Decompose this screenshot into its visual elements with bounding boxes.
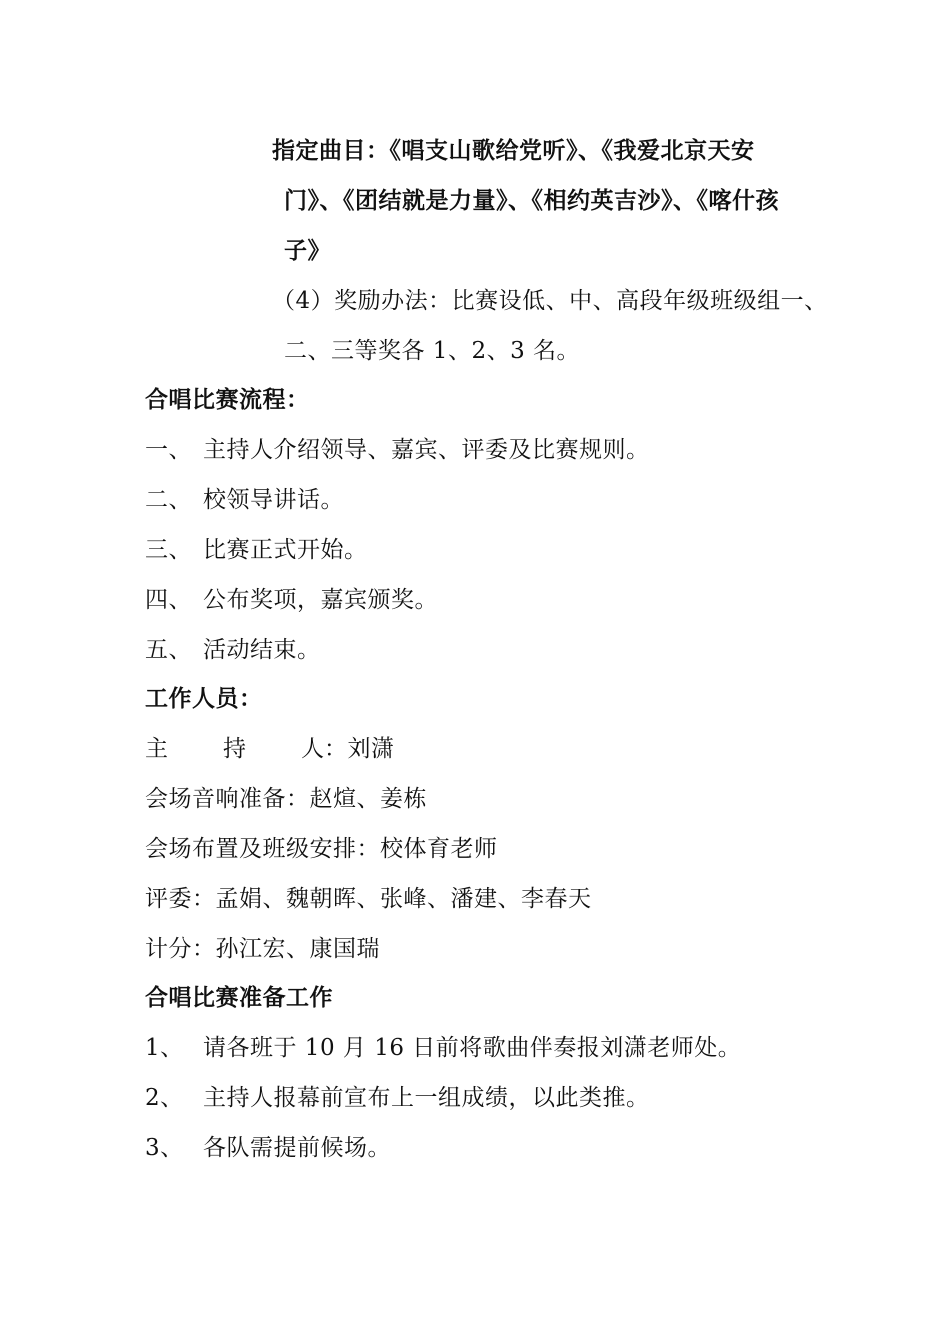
flow-item-number: 四、 — [145, 587, 192, 613]
host-value: ：刘潇 — [324, 736, 395, 762]
flow-item — [145, 535, 368, 565]
flow-item-number: 二、 — [145, 487, 192, 513]
prep-item-text: 各队需提前候场。 — [203, 1135, 391, 1161]
prep-item-number: 2、 — [145, 1085, 184, 1111]
flow-item-text: 校领导讲话。 — [203, 487, 344, 513]
host-key-char: 人 — [301, 736, 324, 762]
prep-item-number: 1、 — [145, 1035, 184, 1061]
assigned-songs-line-2: 门》、《团结就是力量》、《相约英吉沙》、《喀什孩 — [284, 187, 779, 214]
assigned-songs-line-3: 子》 — [284, 237, 331, 264]
assigned-songs-line-1: 指定曲目：《唱支山歌给党听》、《我爱北京天安 — [272, 137, 755, 164]
flow-item — [145, 635, 321, 665]
flow-item — [145, 485, 344, 515]
staff-judges-line: 评委：孟娟、魏朝晖、张峰、潘建、李春天 — [145, 886, 592, 912]
host-key — [145, 734, 324, 764]
prep-item — [145, 1083, 650, 1113]
award-line-2: 二、三等奖各 1、2、3 名。 — [284, 338, 581, 364]
flow-item-text: 公布奖项，嘉宾颁奖。 — [203, 587, 438, 613]
host-key-char: 持 — [223, 736, 246, 762]
staff-scoring-line: 计分：孙江宏、康国瑞 — [145, 936, 380, 962]
staff-heading: 工作人员： — [145, 685, 263, 712]
prep-item-text: 主持人报幕前宣布上一组成绩，以此类推。 — [203, 1085, 650, 1111]
flow-heading: 合唱比赛流程： — [145, 386, 310, 413]
prep-item-text: 请各班于 10 月 16 日前将歌曲伴奏报刘潇老师处。 — [203, 1035, 742, 1061]
prep-item — [145, 1033, 741, 1063]
flow-item-number: 五、 — [145, 637, 192, 663]
award-line-1: （4）奖励办法：比赛设低、中、高段年级班级组一、 — [272, 288, 828, 314]
flow-item-text: 主持人介绍领导、嘉宾、评委及比赛规则。 — [203, 437, 650, 463]
staff-host-line — [145, 734, 395, 764]
flow-item-number: 一、 — [145, 437, 192, 463]
prep-item — [145, 1133, 391, 1163]
prep-heading: 合唱比赛准备工作 — [145, 984, 333, 1011]
flow-item-text: 比赛正式开始。 — [203, 537, 368, 563]
staff-venue-line: 会场布置及班级安排：校体育老师 — [145, 836, 498, 862]
flow-item — [145, 585, 438, 615]
flow-item-number: 三、 — [145, 537, 192, 563]
flow-item — [145, 435, 650, 465]
staff-sound-line: 会场音响准备：赵煊、姜栋 — [145, 786, 427, 812]
flow-item-text: 活动结束。 — [203, 637, 321, 663]
prep-item-number: 3、 — [145, 1135, 184, 1161]
host-key-char: 主 — [145, 736, 168, 762]
